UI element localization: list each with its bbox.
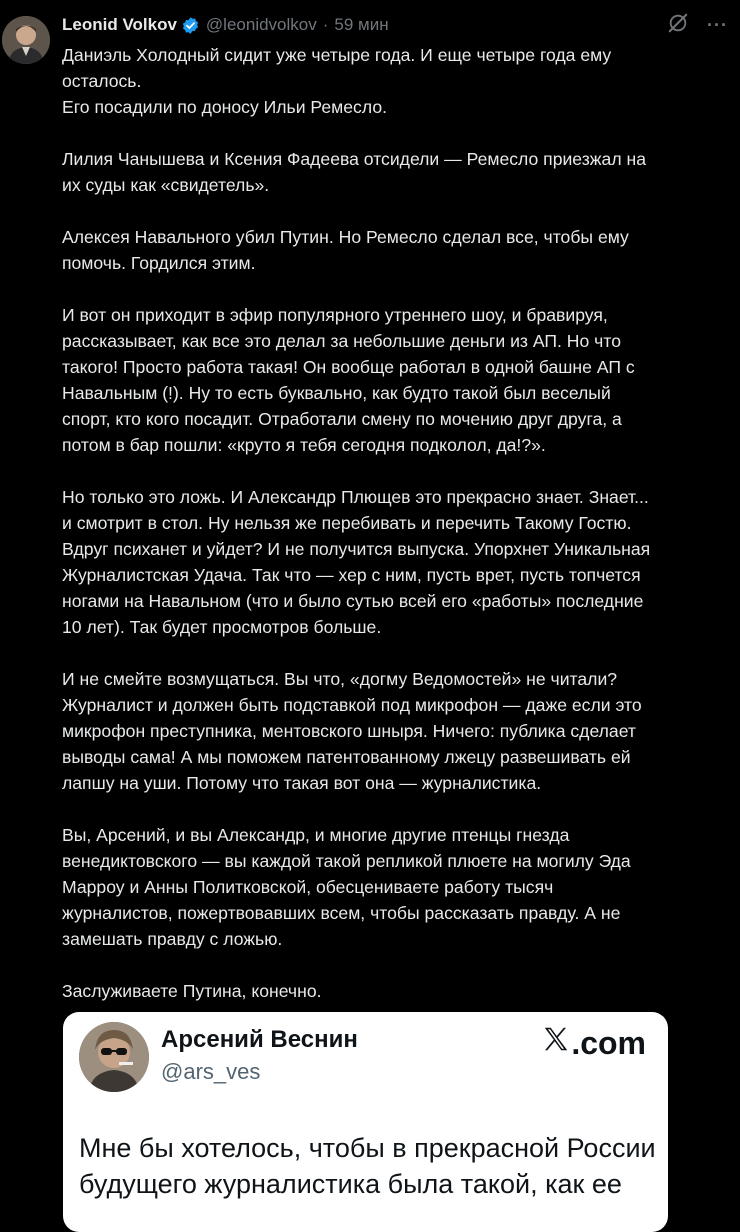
separator-dot: · [322,15,329,34]
quoted-tweet-text: Мне бы хотелось, чтобы в прекрасной России будущего журналистика была такой, как ее [79,1133,656,1199]
x-logo-icon [541,1024,571,1062]
quoted-author-avatar[interactable] [79,1022,149,1092]
tweet-paragraph-3: Алексея Навального убил Путин. Но Ремесло сделал все, чтобы ему помочь. Гордился этим. [62,227,629,273]
quoted-tweet-card[interactable] [63,1012,668,1232]
more-options-icon[interactable]: ··· [707,15,728,35]
x-com-logo [541,1024,646,1062]
author-avatar[interactable] [2,16,50,64]
tweet-paragraph-4: И вот он приходит в эфир популярного утреннего шоу, и бравируя, рассказывает, как все это делал за небольшие деньги из АП. Но что такого! Просто работа такая! Он вообще работал в одной башне АП с Навальным (!). Ну то есть буквально, как будто такой был веселый спорт, кто кого посадит. Отработали смену по мочению друг друга, а потом в бар пошли: «круто я тебя сегодня подколол, да!?». [62,305,635,455]
author-name[interactable]: Leonid Volkov [62,15,177,34]
tweet-paragraph-8: Заслуживаете Путина, конечно. [62,981,322,1001]
author-handle[interactable]: @leonidvolkov [205,15,317,34]
x-logo-domain: .com [571,1024,646,1061]
tweet-paragraph-5: Но только это ложь. И Александр Плющев это прекрасно знает. Знает... и смотрит в стол. Ну нельзя же перебивать и перечить Такому Гостю. Вдруг психанет и уйдет? И не получится выпуска. Упорхнет Уникальная Журналистская Удача. Так что — хер с ним, пусть врет, пусть топчется ногами на Навальном (что и было сутью всей его «работы» последние 10 лет). Так будет просмотров больше. [62,487,651,637]
tweet-paragraph-6: И не смейте возмущаться. Вы что, «догму Ведомостей» не читали? Журналист и должен быть подставкой под микрофон — даже если это микрофон преступника, ментовского шныря. Ничего: публика сделает выводы сама! А мы поможем патентованному лжецу развешивать ей лапшу на уши. Потому что такая вот она — журналистика. [62,669,642,793]
verified-badge-icon [181,16,200,35]
tweet-paragraph-1: Даниэль Холодный сидит уже четыре года. И еще четыре года ему осталось. Его посадили по доносу Ильи Ремесло. [62,45,612,117]
tweet-text [62,42,738,1030]
tweet-time[interactable]: 59 мин [334,15,389,34]
grok-icon[interactable] [667,12,689,39]
tweet-header [62,12,389,38]
tweet-paragraph-2: Лилия Чанышева и Ксения Фадеева отсидели — Ремесло приезжал на их суды как «свидетель». [62,149,646,195]
tweet-paragraph-7: Вы, Арсений, и вы Александр, и многие другие птенцы гнезда венедиктовского — вы каждой такой репликой плюете на могилу Эда Марроу и Анны Политковской, обесцениваете работу тысяч журналистов, пожертвовавших всем, чтобы рассказать правду. А не замешать правду с ложью. [62,825,631,949]
header-actions [667,12,728,39]
quoted-author-name[interactable]: Арсений Веснин [161,1026,358,1053]
quoted-author-handle[interactable]: @ars_ves [161,1059,261,1084]
